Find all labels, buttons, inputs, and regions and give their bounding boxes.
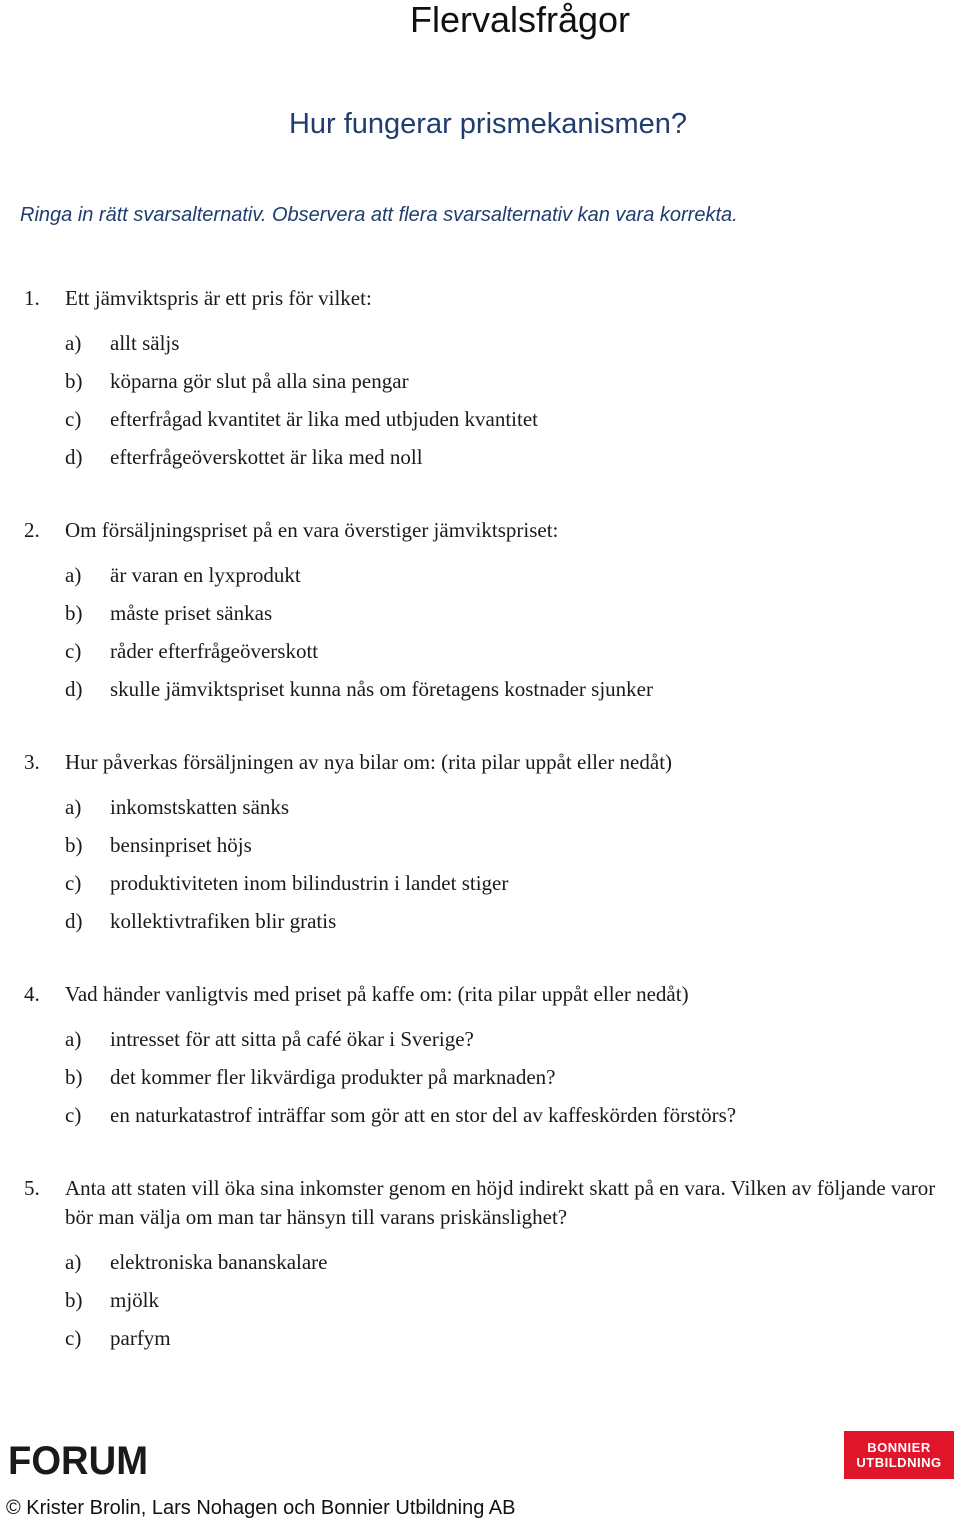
option-text: råder efterfrågeöverskott (110, 639, 319, 663)
option-text: elektroniska bananskalare (110, 1250, 328, 1274)
question-number: 4. (24, 982, 40, 1006)
question-4 (0, 980, 960, 1134)
option-text: en naturkatastrof inträffar som gör att en stor del av kaffeskörden förstörs? (110, 1103, 737, 1127)
page-subtitle: Hur fungerar prismekanismen? (288, 108, 688, 140)
option-text: är varan en lyxprodukt (110, 563, 301, 587)
logo-line-1: BONNIER (867, 1440, 931, 1455)
option-text: mjölk (110, 1288, 160, 1312)
option-letter: d) (65, 445, 83, 469)
instruction-text: Ringa in rätt svarsalternativ. Observera att flera svarsalternativ kan vara korrekta. (20, 204, 738, 226)
option-text: kollektivtrafiken blir gratis (110, 909, 337, 933)
option-text: allt säljs (110, 331, 180, 355)
question-text: Vad händer vanligtvis med priset på kaffe om: (rita pilar uppåt eller nedåt) (65, 982, 689, 1006)
question-3 (0, 748, 960, 940)
bonnier-utbildning-logo (844, 1431, 954, 1479)
option-text: efterfrågad kvantitet är lika med utbjuden kvantitet (110, 407, 538, 431)
option-text: efterfrågeöverskottet är lika med noll (110, 445, 423, 469)
option-text: intresset för att sitta på café ökar i Sverige? (110, 1027, 474, 1051)
question-number: 5. (24, 1176, 40, 1200)
question-5 (0, 1174, 960, 1357)
option-letter: d) (65, 909, 83, 933)
option-letter: a) (65, 331, 82, 355)
question-number: 3. (24, 750, 40, 774)
question-number: 1. (24, 286, 40, 310)
option-text: bensinpriset höjs (110, 833, 252, 857)
question-number: 2. (24, 518, 40, 542)
option-letter: a) (65, 563, 82, 587)
forum-logo (8, 1440, 150, 1485)
option-letter: a) (65, 795, 82, 819)
answer-option-b[interactable] (0, 826, 960, 864)
answer-option-b[interactable] (0, 1281, 960, 1319)
option-letter: c) (65, 639, 82, 663)
answer-option-c[interactable] (0, 864, 960, 902)
answer-option-b[interactable] (0, 1058, 960, 1096)
answer-option-a[interactable] (0, 1020, 960, 1058)
answer-option-c[interactable] (0, 400, 960, 438)
option-letter: b) (65, 1288, 83, 1312)
question-text: Anta att staten vill öka sina inkomster genom en höjd indirekt skatt på en vara. Vilken av följande varor bör man välja om man tar hänsyn till varans priskänslighet? (65, 1176, 936, 1229)
option-letter: b) (65, 1065, 83, 1089)
answer-option-c[interactable] (0, 632, 960, 670)
question-text: Om försäljningspriset på en vara överstiger jämviktspriset: (65, 518, 559, 542)
option-letter: c) (65, 1326, 82, 1350)
option-letter: b) (65, 833, 83, 857)
option-letter: a) (65, 1027, 82, 1051)
option-text: produktiviteten inom bilindustrin i landet stiger (110, 871, 509, 895)
answer-option-d[interactable] (0, 670, 960, 708)
question-stem (0, 284, 960, 313)
question-2 (0, 516, 960, 708)
option-letter: b) (65, 601, 83, 625)
answer-option-a[interactable] (0, 1243, 960, 1281)
copyright-notice: © Krister Brolin, Lars Nohagen och Bonnier Utbildning AB (6, 1497, 516, 1519)
logo-line-2: UTBILDNING (856, 1455, 942, 1470)
forum-logo-mark (8, 1440, 150, 1480)
answer-option-b[interactable] (0, 594, 960, 632)
forum-logo-text: FORUM (8, 1440, 148, 1480)
option-text: parfym (110, 1326, 171, 1350)
answer-option-d[interactable] (0, 438, 960, 476)
answer-option-a[interactable] (0, 556, 960, 594)
option-letter: c) (65, 1103, 82, 1127)
answer-option-c[interactable] (0, 1096, 960, 1134)
page-title: Flervalsfrågor (409, 0, 631, 40)
option-text: skulle jämviktspriset kunna nås om företagens kostnader sjunker (110, 677, 653, 701)
option-text: det kommer fler likvärdiga produkter på marknaden? (110, 1065, 556, 1089)
question-stem (0, 516, 960, 545)
question-text: Hur påverkas försäljningen av nya bilar om: (rita pilar uppåt eller nedåt) (65, 750, 673, 774)
option-letter: b) (65, 369, 83, 393)
option-letter: c) (65, 407, 82, 431)
answer-option-a[interactable] (0, 788, 960, 826)
answer-option-c[interactable] (0, 1319, 960, 1357)
answer-option-b[interactable] (0, 362, 960, 400)
option-letter: a) (65, 1250, 82, 1274)
option-letter: c) (65, 871, 82, 895)
option-text: måste priset sänkas (110, 601, 273, 625)
question-stem (0, 748, 960, 777)
question-stem (0, 980, 960, 1009)
option-letter: d) (65, 677, 83, 701)
question-text: Ett jämviktspris är ett pris för vilket: (65, 286, 372, 310)
question-1 (0, 284, 960, 476)
option-text: köparna gör slut på alla sina pengar (110, 369, 409, 393)
answer-option-a[interactable] (0, 324, 960, 362)
question-stem (0, 1174, 960, 1232)
option-text: inkomstskatten sänks (110, 795, 290, 819)
answer-option-d[interactable] (0, 902, 960, 940)
